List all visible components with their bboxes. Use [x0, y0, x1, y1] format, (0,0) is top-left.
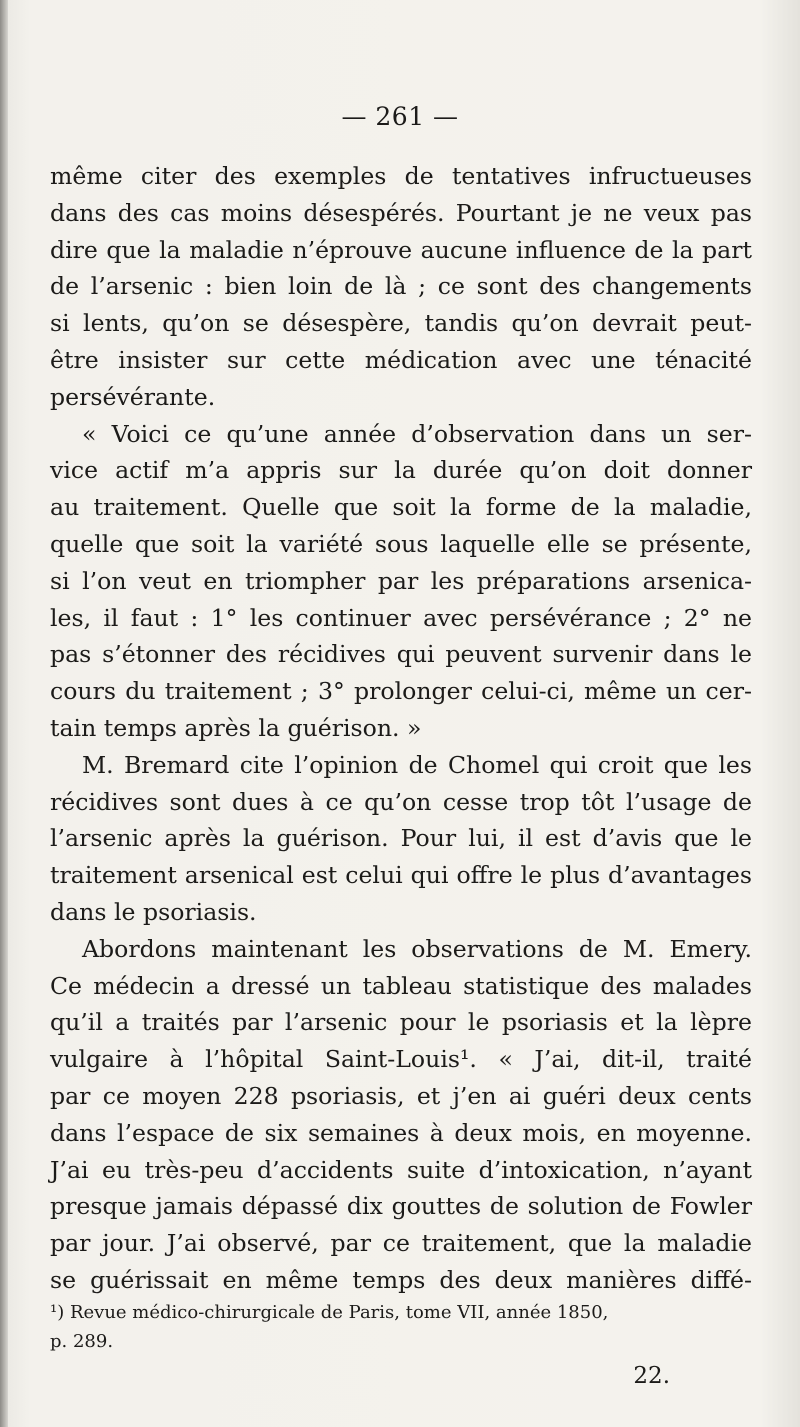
text-line: dans l’espace de six semaines à deux mois, en moyenne. [50, 1118, 752, 1147]
text-line: quelle que soit la variété sous laquelle elle se présente, [50, 529, 752, 558]
text-line: si lents, qu’on se désespère, tandis qu’on devrait peut- [50, 309, 752, 338]
page-number: — 261 — [341, 102, 459, 131]
text-line: l’arsenic après la guérison. Pour lui, il est d’avis que le [50, 824, 752, 853]
text-line: tain temps après la guérison. » [50, 713, 422, 742]
text-line: dire que la maladie n’éprouve aucune influence de la part [50, 235, 752, 264]
text-line: traitement arsenical est celui qui offre le plus d’avantages [50, 861, 752, 890]
text-line: dans le psoriasis. [50, 897, 257, 926]
text-line: récidives sont dues à ce qu’on cesse trop tôt l’usage de [50, 787, 752, 816]
text-line: dans des cas moins désespérés. Pourtant je ne veux pas [50, 198, 752, 227]
text-line: presque jamais dépassé dix gouttes de solution de Fowler [50, 1192, 752, 1221]
body-text [50, 158, 752, 1299]
footnote [50, 1298, 752, 1356]
footnote-line: p. 289. [50, 1331, 114, 1352]
text-line: persévérante. [50, 382, 216, 411]
signature-mark: 22. [633, 1363, 670, 1389]
page-edge-shadow [0, 0, 8, 1427]
text-line: même citer des exemples de tentatives infructueuses [50, 162, 752, 190]
text-line: « Voici ce qu’une année d’observation dans un ser- [82, 419, 752, 448]
text-line: vice actif m’a appris sur la durée qu’on doit donner [50, 456, 752, 485]
text-line: si l’on veut en triompher par les préparations arsenica- [50, 566, 752, 595]
text-line: Ce médecin a dressé un tableau statistique des malades [50, 971, 752, 1000]
text-line: se guérissait en même temps des deux manières diffé- [50, 1265, 752, 1294]
text-line: de l’arsenic : bien loin de là ; ce sont des changements [50, 272, 752, 301]
text-line: cours du traitement ; 3° prolonger celui-ci, même un cer- [50, 677, 752, 706]
footnote-line: ¹) Revue médico-chirurgicale de Paris, tome VII, année 1850, [50, 1302, 609, 1323]
text-line: vulgaire à l’hôpital Saint-Louis¹. « J’ai, dit-il, traité [50, 1045, 752, 1074]
text-line: par ce moyen 228 psoriasis, et j’en ai guéri deux cents [50, 1081, 752, 1110]
text-line: J’ai eu très-peu d’accidents suite d’intoxication, n’ayant [50, 1155, 752, 1184]
text-line: M. Bremard cite l’opinion de Chomel qui croit que les [82, 750, 752, 779]
text-line: pas s’étonner des récidives qui peuvent survenir dans le [50, 640, 752, 669]
text-line: Abordons maintenant les observations de M. Emery. [82, 934, 752, 963]
text-line: au traitement. Quelle que soit la forme de la maladie, [50, 493, 752, 522]
text-line: être insister sur cette médication avec une ténacité [50, 345, 752, 374]
text-line: les, il faut : 1° les continuer avec persévérance ; 2° ne [50, 603, 752, 632]
text-line: qu’il a traités par l’arsenic pour le psoriasis et la lèpre [50, 1008, 752, 1037]
text-line: par jour. J’ai observé, par ce traitement, que la maladie [50, 1229, 752, 1258]
